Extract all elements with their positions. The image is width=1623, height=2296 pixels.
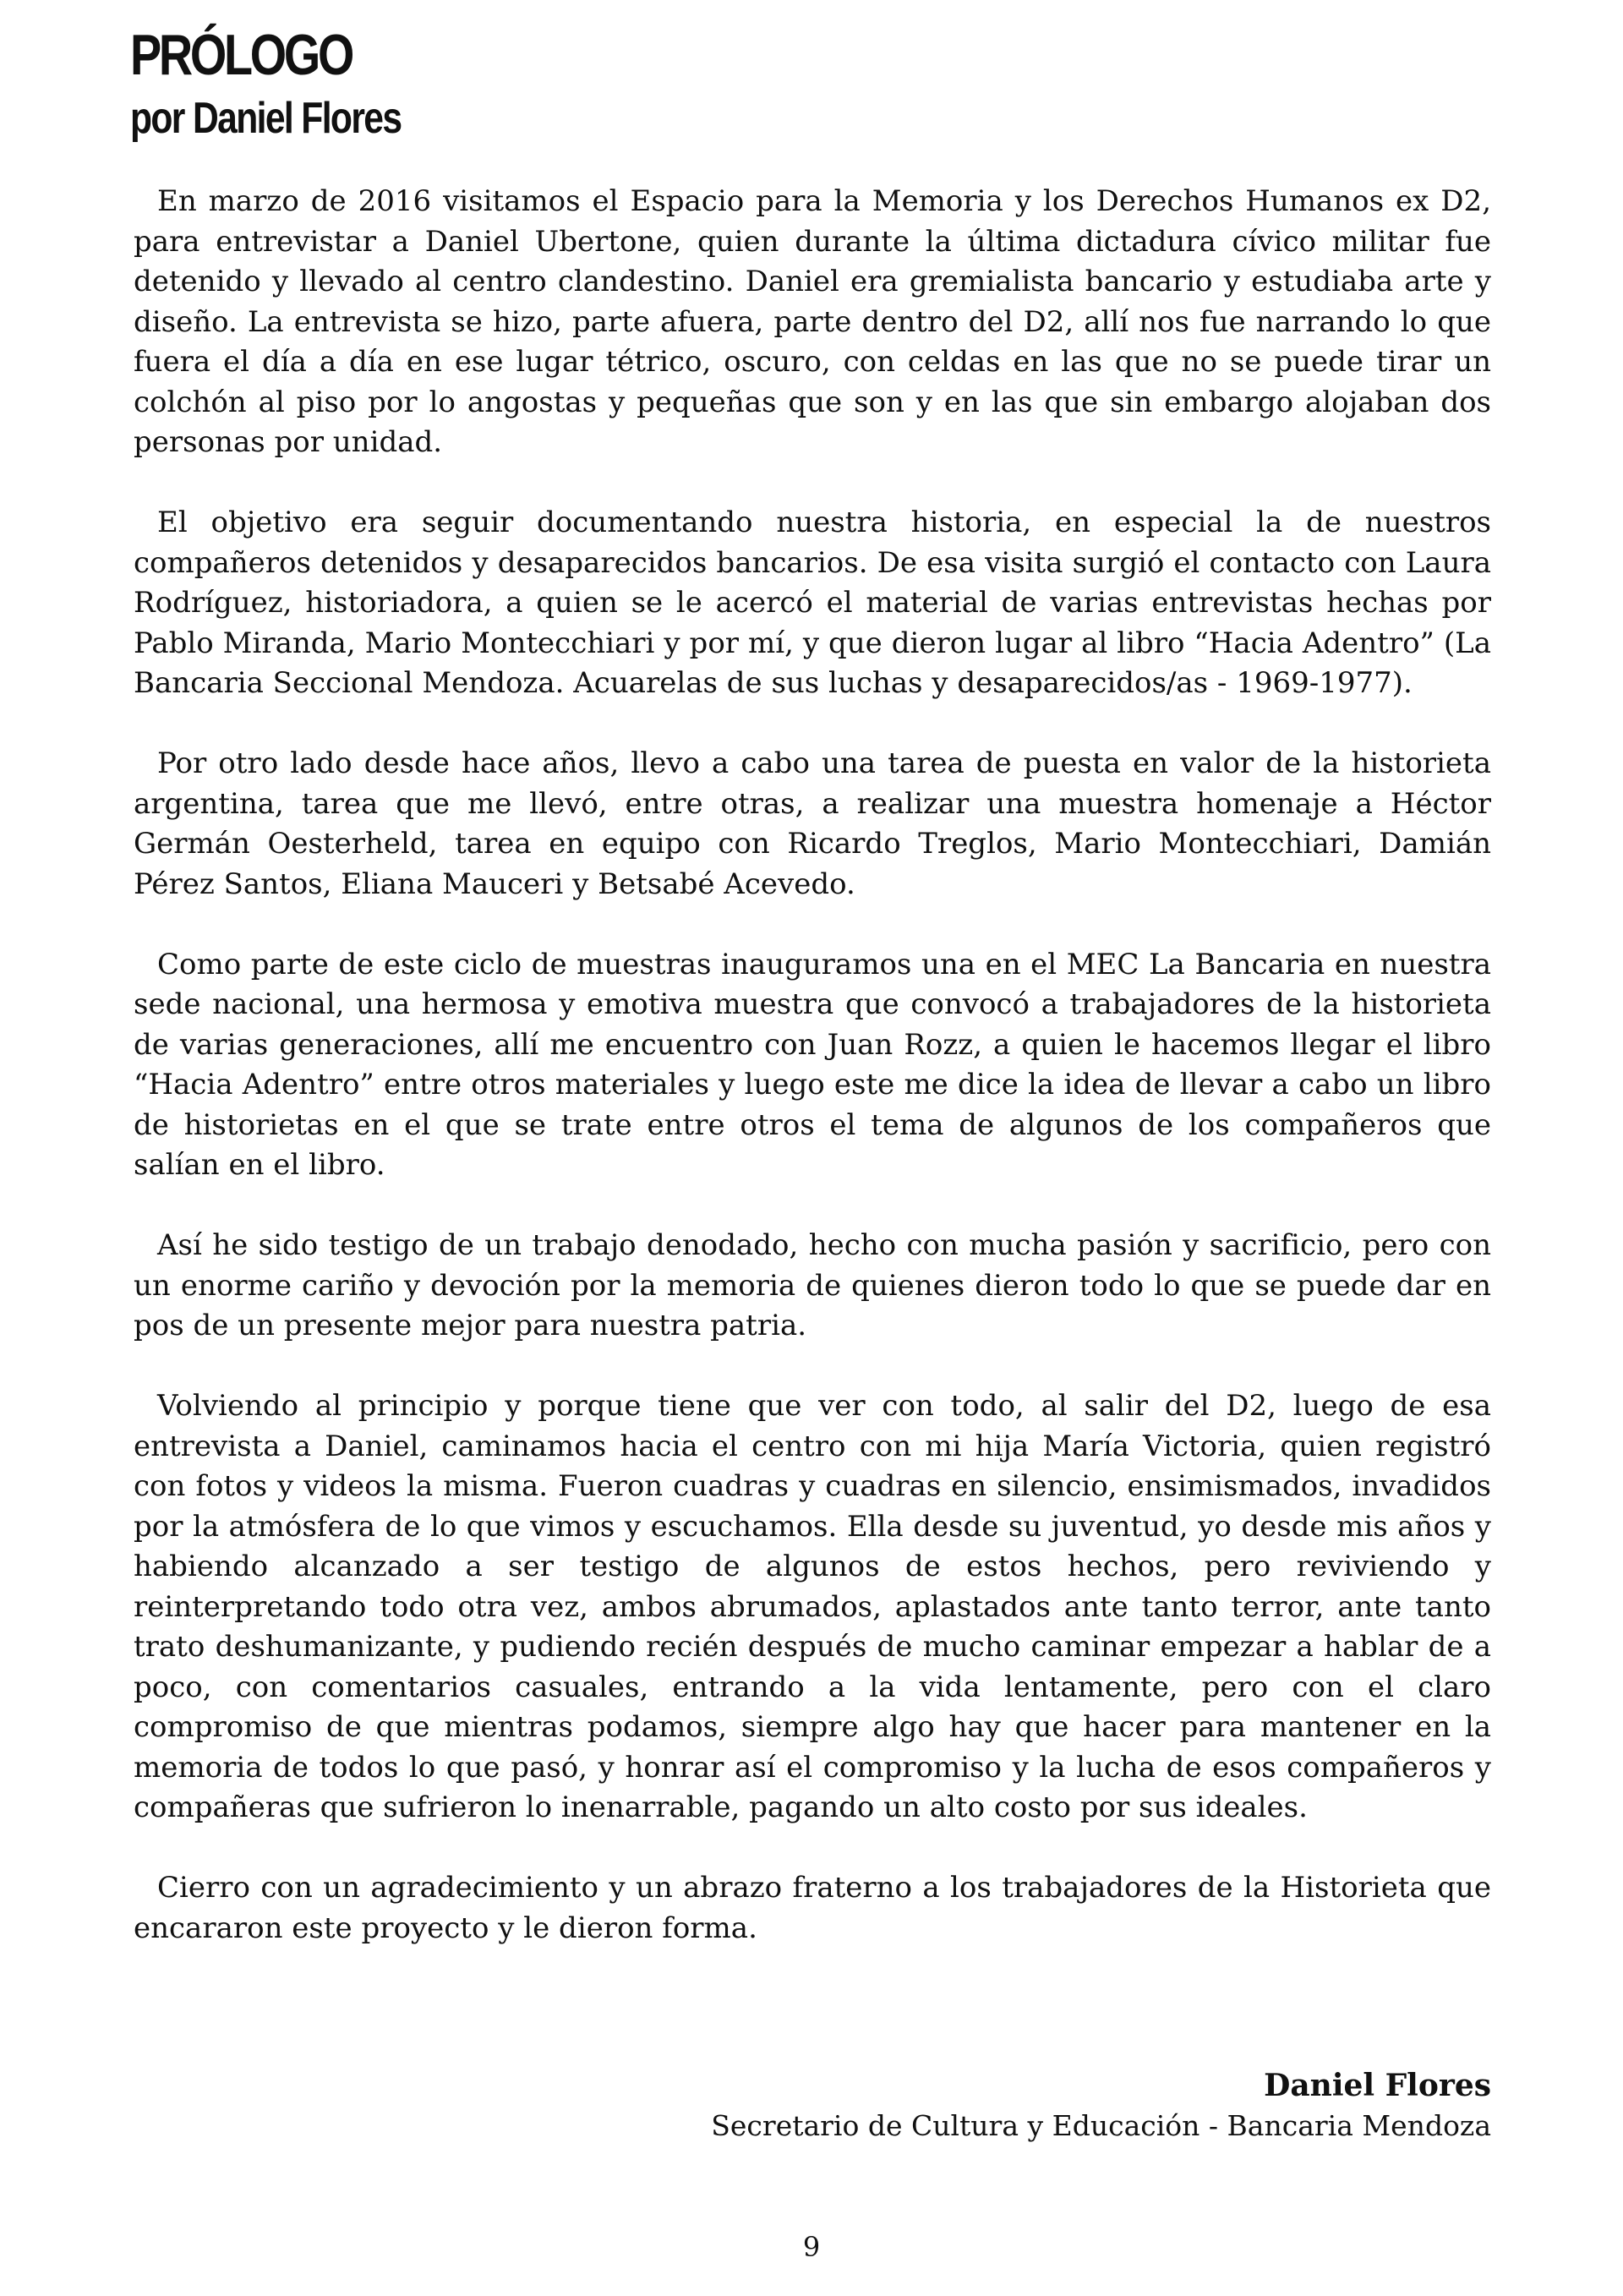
paragraph-7: Cierro con un agradecimiento y un abrazo fraterno a los trabajadores de la Historieta que encararon este proyecto y le dieron forma. xyxy=(134,1871,1491,1945)
signature-block xyxy=(711,2064,1491,2146)
signature-name: Daniel Flores xyxy=(1264,2068,1491,2103)
paragraph-1: En marzo de 2016 visitamos el Espacio para la Memoria y los Derechos Humanos ex D2, para entrevistar a Daniel Ubertone, quien durante la última dictadura cívico militar fue detenido y llevado al centro clandestino. Daniel era gremialista bancario y estudiaba arte y diseño. La entrevista se hizo, parte afuera, parte dentro del D2, allí nos fue narrando lo que fuera el día a día en ese lugar tétrico, oscuro, con celdas en las que no se puede tirar un colchón al piso por lo angostas y pequeñas que son y en las que sin embargo alojaban dos personas por unidad. xyxy=(134,184,1491,459)
paragraph-6: Volviendo al principio y porque tiene que ver con todo, al salir del D2, luego de esa entrevista a Daniel, caminamos hacia el centro con mi hija María Victoria, quien registró con fotos y videos la misma. Fueron cuadras y cuadras en silencio, ensimismados, invadidos por la atmósfera de lo que vimos y escuchamos. Ella desde su juventud, yo desde mis años y habiendo alcanzado a ser testigo de algunos de estos hechos, pero reviviendo y reinterpretando todo otra vez, ambos abrumados, aplastados ante tanto terror, ante tanto trato deshumanizante, y pudiendo recién después de mucho caminar empezar a hablar de a poco, con comentarios casuales, entrando a la vida lentamente, pero con el claro compromiso de que mientras podamos, siempre algo hay que hacer para mantener en la memoria de todos lo que pasó, y honrar así el compromiso y la lucha de esos compañeros y compañeras que sufrieron lo inenarrable, pagando un alto costo por sus ideales. xyxy=(134,1389,1491,1824)
paragraph-2: El objetivo era seguir documentando nuestra historia, en especial la de nuestros compañeros detenidos y desaparecidos bancarios. De esa visita surgió el contacto con Laura Rodríguez, historiadora, a quien se le acercó el material de varias entrevistas hechas por Pablo Miranda, Mario Montecchiari y por mí, y que dieron lugar al libro “Hacia Adentro” (La Bancaria Seccional Mendoza. Acuarelas de sus luchas y desaparecidos/as - 1969-1977). xyxy=(134,506,1491,700)
prologue-body xyxy=(134,182,1491,1989)
page-number: 9 xyxy=(802,2231,821,2263)
paragraph-4: Como parte de este ciclo de muestras inauguramos una en el MEC La Bancaria en nuestra sede nacional, una hermosa y emotiva muestra que convocó a trabajadores de la historieta de varias generaciones, allí me encuentro con Juan Rozz, a quien le hacemos llegar el libro “Hacia Adentro” entre otros materiales y luego este me dice la idea de llevar a cabo un libro de historietas en el que se trate entre otros el tema de algunos de los compañeros que salían en el libro. xyxy=(134,947,1491,1182)
page-subtitle: por Daniel Flores xyxy=(130,94,402,143)
page-title: PRÓLOGO xyxy=(130,23,352,87)
signature-role: Secretario de Cultura y Educación - Bancaria Mendoza xyxy=(711,2109,1491,2142)
paragraph-3: Por otro lado desde hace años, llevo a cabo una tarea de puesta en valor de la historieta argentina, tarea que me llevó, entre otras, a realizar una muestra homenaje a Héctor Germán Oesterheld, tarea en equipo con Ricardo Treglos, Mario Montecchiari, Damián Pérez Santos, Eliana Mauceri y Betsabé Acevedo. xyxy=(134,746,1491,901)
paragraph-5: Así he sido testigo de un trabajo denodado, hecho con mucha pasión y sacrificio, pero con un enorme cariño y devoción por la memoria de quienes dieron todo lo que se puede dar en pos de un presente mejor para nuestra patria. xyxy=(134,1228,1491,1342)
